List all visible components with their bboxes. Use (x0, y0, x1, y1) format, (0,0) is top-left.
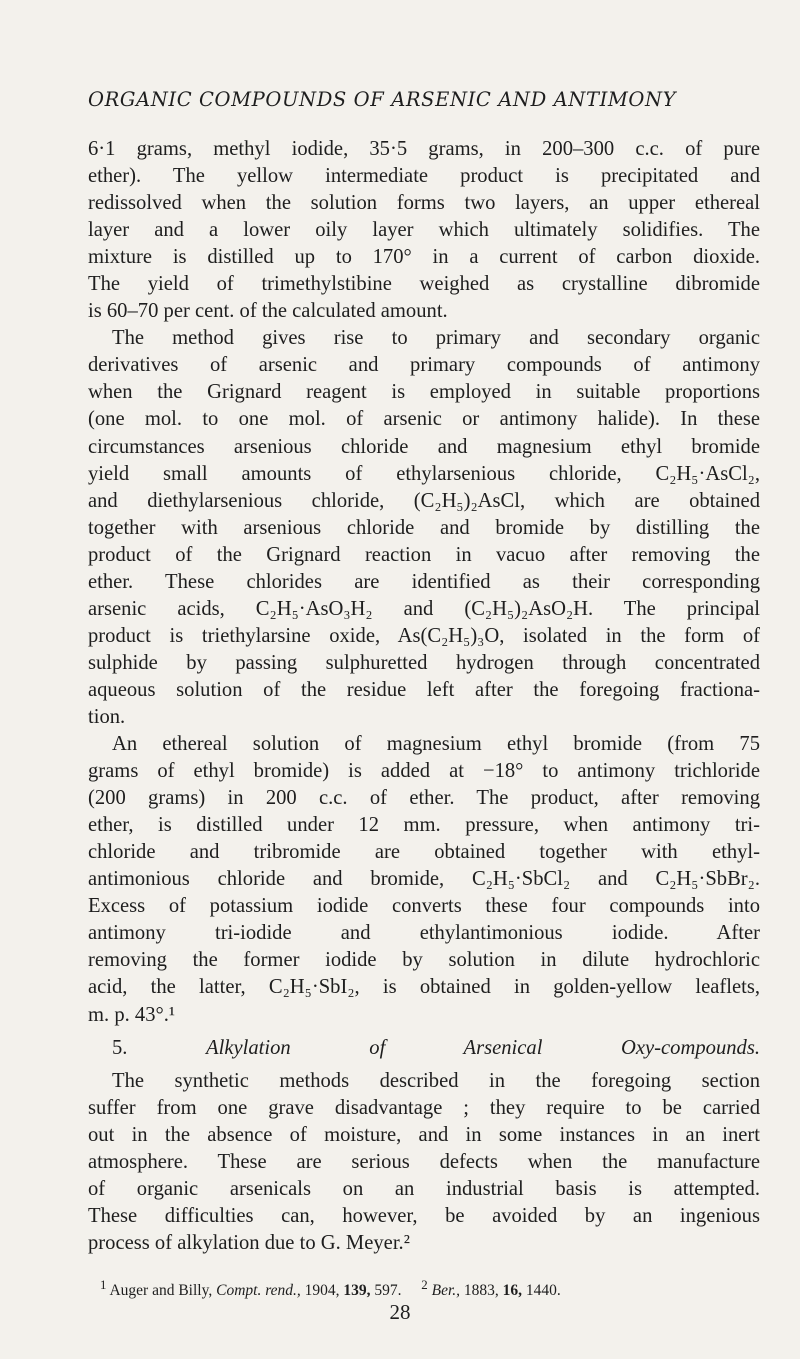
text-line: process of alkylation due to G. Meyer.² (88, 1231, 410, 1254)
footnote-year: 1883, (463, 1282, 499, 1300)
footnote-volume: 16, (502, 1282, 523, 1300)
footnote-mark: 2 (421, 1277, 428, 1292)
text-line: arsenic acids, C₂H₅·AsO₃H₂ and (C₂H₅)₂AsO₂H. The principal (88, 597, 760, 620)
text-line: when the Grignard reagent is employed in suitable proportions (88, 381, 760, 404)
text-line: of organic arsenicals on an industrial basis is attempted. (88, 1177, 760, 1200)
text-line: The synthetic methods described in the foregoing section (112, 1069, 760, 1092)
footnote-mark: 1 (100, 1277, 107, 1292)
text-line: and diethylarsenious chloride, (C₂H₅)₂AsCl, which are obtained (88, 489, 760, 512)
paragraph (88, 731, 760, 1029)
text-line: aqueous solution of the residue left after the foregoing fractiona- (88, 678, 760, 701)
footnote-2 (421, 1277, 561, 1300)
paragraph (88, 325, 760, 731)
text-line: mixture is distilled up to 170° in a current of carbon dioxide. (88, 246, 760, 269)
text-line: tion. (88, 705, 126, 728)
footnote-page: 597. (374, 1282, 402, 1300)
footnote-authors: Auger and Billy, (109, 1282, 213, 1300)
text-line: An ethereal solution of magnesium ethyl bromide (from 75 (112, 733, 760, 756)
section-number: 5. (112, 1036, 128, 1059)
footnote-journal: Compt. rend., (216, 1282, 301, 1300)
text-line: out in the absence of moisture, and in some instances in an inert (88, 1123, 760, 1146)
text-line: The method gives rise to primary and secondary organic (112, 327, 760, 350)
text-line: ether, is distilled under 12 mm. pressure, when antimony tri- (88, 814, 760, 837)
text-line: removing the former iodide by solution in dilute hydrochloric (88, 949, 760, 972)
footnote-journal: Ber., (431, 1282, 461, 1300)
text-line: redissolved when the solution forms two layers, an upper ethereal (88, 192, 760, 215)
text-line: sulphide by passing sulphuretted hydrogen through concentrated (88, 651, 760, 674)
page-number: 28 (389, 1300, 411, 1324)
text-line: The yield of trimethylstibine weighed as crystalline dibromide (88, 273, 760, 296)
text-line: antimonious chloride and bromide, C₂H₅·SbCl₂ and C₂H₅·SbBr₂. (88, 868, 760, 891)
section-title: Alkylation of Arsenical Oxy-compounds. (206, 1036, 760, 1059)
text-line: These difficulties can, however, be avoided by an ingenious (88, 1204, 760, 1227)
text-line: ether). The yellow intermediate product is precipitated and (88, 165, 760, 188)
text-line: acid, the latter, C₂H₅·SbI₂, is obtained in golden-yellow leaflets, (88, 976, 760, 999)
body-text (88, 136, 760, 1257)
text-line: suffer from one grave disadvantage ; they require to be carried (88, 1096, 760, 1119)
footnote-1 (100, 1277, 405, 1300)
running-head: ORGANIC COMPOUNDS OF ARSENIC AND ANTIMONY (88, 88, 677, 111)
text-line: yield small amounts of ethylarsenious chloride, C₂H₅·AsCl₂, (88, 462, 760, 485)
text-line: m. p. 43°.¹ (88, 1003, 176, 1026)
text-line: ether. These chlorides are identified as their corresponding (88, 570, 760, 593)
text-line: (one mol. to one mol. of arsenic or antimony halide). In these (88, 408, 760, 431)
paragraphs-after-heading (88, 1068, 760, 1257)
text-line: circumstances arsenious chloride and magnesium ethyl bromide (88, 435, 760, 458)
text-line: grams of ethyl bromide) is added at −18° to antimony trichloride (88, 760, 760, 783)
footnote-volume: 139, (343, 1282, 371, 1300)
footnote-page: 1440. (525, 1282, 561, 1300)
paragraphs-before-heading (88, 136, 760, 1029)
text-line: together with arsenious chloride and bromide by distilling the (88, 516, 760, 539)
text-line: is 60–70 per cent. of the calculated amount. (88, 300, 448, 323)
section-heading (88, 1035, 760, 1062)
text-line: product is triethylarsine oxide, As(C₂H₅)₃O, isolated in the form of (88, 624, 760, 647)
text-line: derivatives of arsenic and primary compounds of antimony (88, 354, 760, 377)
footnote-year: 1904, (304, 1282, 340, 1300)
text-line: Excess of potassium iodide converts these four compounds into (88, 895, 760, 918)
paragraph (88, 1068, 760, 1257)
text-line: product of the Grignard reaction in vacuo after removing the (88, 543, 760, 566)
footnotes (100, 1277, 760, 1300)
text-line: atmosphere. These are serious defects when the manufacture (88, 1150, 760, 1173)
text-line: layer and a lower oily layer which ultimately solidifies. The (88, 219, 760, 242)
text-line: 6·1 grams, methyl iodide, 35·5 grams, in 200–300 c.c. of pure (88, 138, 760, 160)
text-line: antimony tri-iodide and ethylantimonious iodide. After (88, 922, 760, 945)
text-line: (200 grams) in 200 c.c. of ether. The product, after removing (88, 787, 760, 810)
text-line: chloride and tribromide are obtained together with ethyl- (88, 841, 760, 864)
paragraph (88, 136, 760, 325)
